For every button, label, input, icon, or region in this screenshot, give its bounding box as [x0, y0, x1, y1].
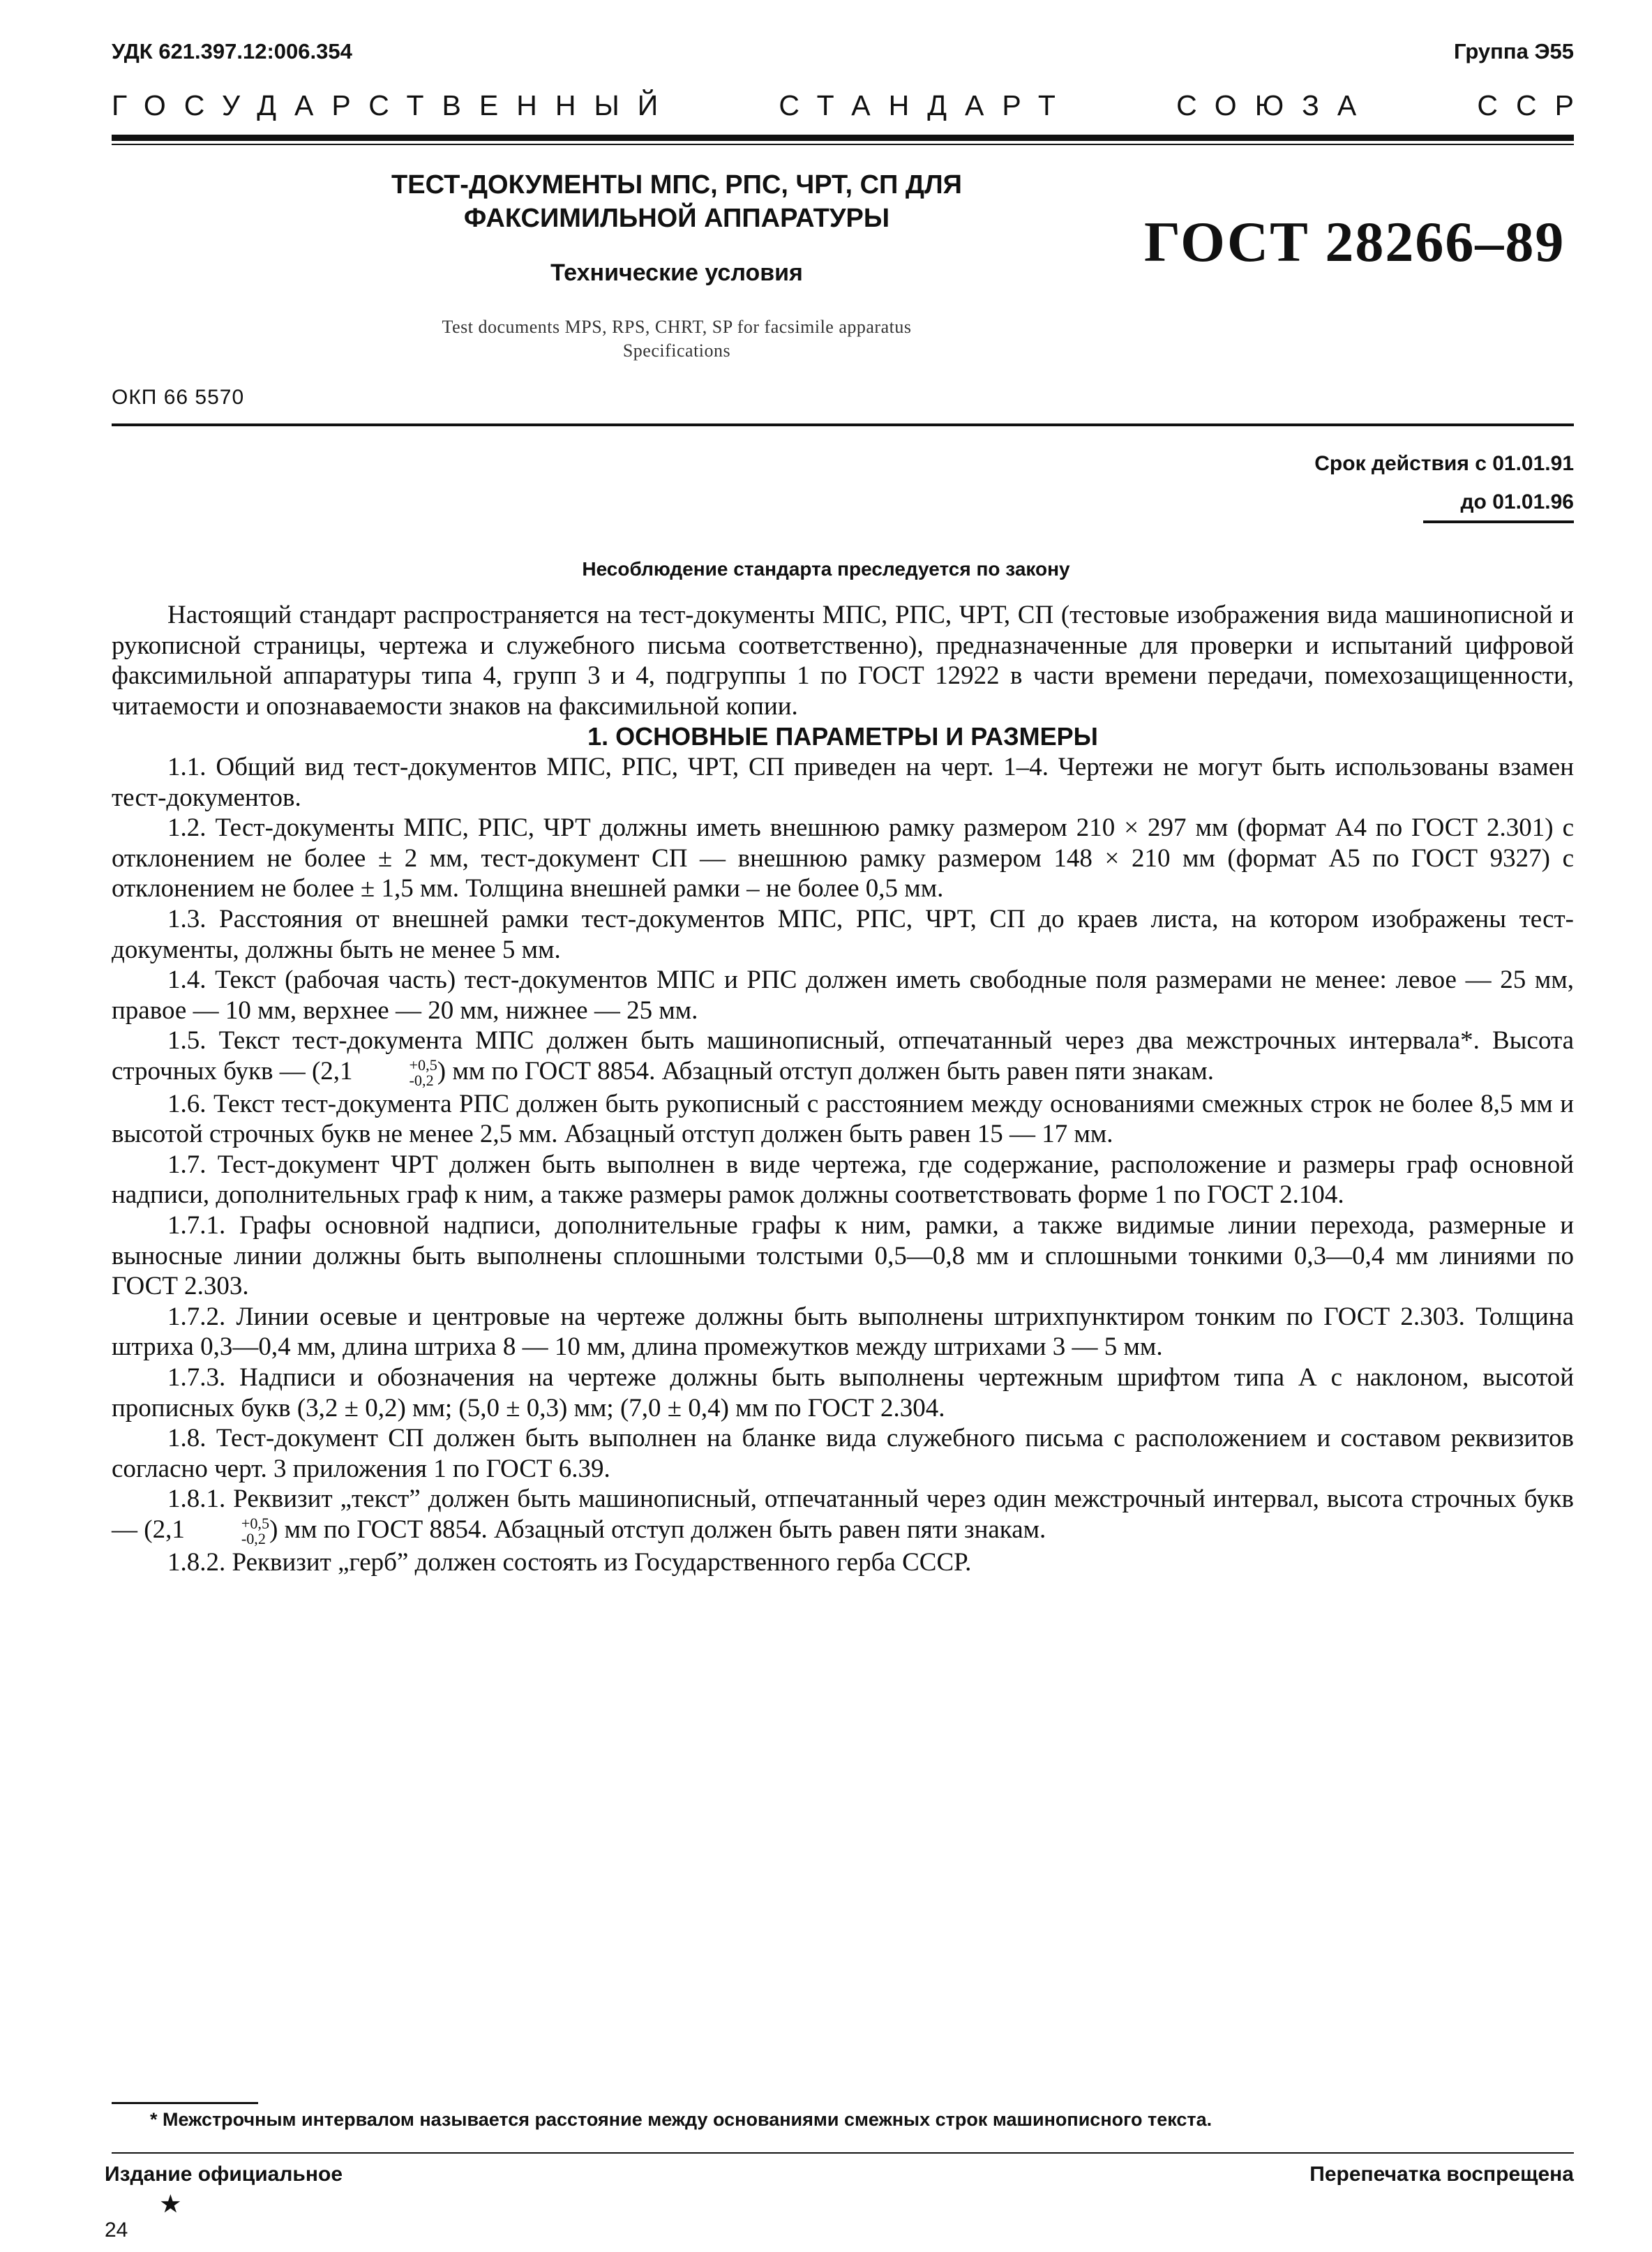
tolerance-upper: +0,5	[409, 1056, 437, 1074]
clause-1-7-3: 1.7.3. Надписи и обозначения на чертеже должны быть выполнены чертежным шрифтом типа А с наклоном, высотой прописных букв (3,2 ± 0,2) мм; (5,0 ± 0,3) мм; (7,0 ± 0,4) мм по ГОСТ 2.304.	[112, 1363, 1574, 1422]
clause-1-7: 1.7. Тест-документ ЧРТ должен быть выполнен в виде чертежа, где содержание, расположение и размеры граф основной надписи, дополнительных граф к ним, а также размеры рамок должны соответствовать форме 1 по ГОСТ 2.104.	[112, 1150, 1574, 1210]
banner-word: СОЮЗА	[1176, 89, 1375, 121]
validity-from: Срок действия с 01.01.91	[1314, 452, 1574, 475]
edition-label: Издание официальное	[105, 2163, 343, 2186]
tolerance-lower: -0,2	[409, 1072, 434, 1090]
english-title: Test documents MPS, RPS, CHRT, SP for facsimile apparatus	[442, 317, 912, 337]
udk-code: УДК 621.397.12:006.354	[112, 39, 352, 63]
clause-1-8-1-text: 1.8.1. Реквизит „текст” должен быть машинописный, отпечатанный через один межстрочный интервал, высота строчных букв — (2,1	[112, 1485, 1574, 1544]
section-heading: 1. ОСНОВНЫЕ ПАРАМЕТРЫ И РАЗМЕРЫ	[587, 722, 1098, 751]
page-number: 24	[105, 2219, 128, 2242]
validity-to: до 01.01.96	[1460, 490, 1574, 513]
footnote-separator	[112, 2102, 258, 2104]
clause-1-4: 1.4. Текст (рабочая часть) тест-документов МПС и РПС должен иметь свободные поля размерами не менее: левое — 25 мм, правое — 10 мм, верхнее — 20 мм, нижнее — 25 мм.	[112, 966, 1574, 1025]
clause-1-8-1-text-end: ) мм по ГОСТ 8854. Абзацный отступ должен быть равен пяти знакам.	[269, 1515, 1046, 1544]
reprint-notice: Перепечатка воспрещена	[1309, 2163, 1574, 2186]
document-body	[112, 600, 1574, 1577]
clause-1-5-text-end: ) мм по ГОСТ 8854. Абзацный отступ должен быть равен пяти знакам.	[437, 1056, 1215, 1086]
top-thick-rule	[112, 135, 1574, 141]
banner-word: ССР	[1477, 89, 1592, 121]
legal-notice: Несоблюдение стандарта преследуется по закону	[582, 558, 1070, 580]
clause-1-2: 1.2. Тест-документы МПС, РПС, ЧРТ должны иметь внешнюю рамку размером 210 × 297 мм (формат А4 по ГОСТ 2.301) с отклонением не более ± 2 мм, тест-документ СП — внешнюю рамку размером 148 × 210 мм (формат А5 по ГОСТ 9327) с отклонением не более ± 1,5 мм. Толщина внешней рамки – не более 0,5 мм.	[112, 813, 1574, 903]
document-subtitle: Технические условия	[550, 260, 803, 286]
tolerance-lower: -0,2	[241, 1530, 266, 1548]
group-code: Группа Э55	[1454, 39, 1574, 63]
clause-1-8: 1.8. Тест-документ СП должен быть выполнен на бланке вида служебного письма с расположением и составом реквизитов согласно черт. 3 приложения 1 по ГОСТ 6.39.	[112, 1424, 1574, 1483]
clause-1-1: 1.1. Общий вид тест-документов МПС, РПС, ЧРТ, СП приведен на черт. 1–4. Чертежи не могут быть использованы взамен тест-документов.	[112, 752, 1574, 812]
english-subtitle: Specifications	[622, 340, 731, 361]
tolerance	[354, 1058, 437, 1088]
clause-1-8-2: 1.8.2. Реквизит „герб” должен состоять из Государственного герба СССР.	[167, 1547, 972, 1577]
document-title-line2: ФАКСИМИЛЬНОЙ АППАРАТУРЫ	[463, 204, 890, 233]
clause-1-3: 1.3. Расстояния от внешней рамки тест-документов МПС, РПС, ЧРТ, СП до краев листа, на котором изображены тест-документы, должны быть не менее 5 мм.	[112, 904, 1574, 964]
mid-rule	[112, 423, 1574, 426]
tolerance-upper: +0,5	[241, 1515, 270, 1533]
clause-1-6: 1.6. Текст тест-документа РПС должен быть рукописный с расстоянием между основаниями смежных строк не более 8,5 мм и высотой строчных букв не менее 2,5 мм. Абзацный отступ должен быть равен 15 — 17 мм.	[112, 1089, 1574, 1149]
footnote: * Межстрочным интервалом называется расстояние между основаниями смежных строк машинописного текста.	[150, 2109, 1212, 2130]
clause-1-7-2: 1.7.2. Линии осевые и центровые на чертеже должны быть выполнены штрихпунктиром тонким по ГОСТ 2.303. Толщина штриха 0,3—0,4 мм, длина штриха 8 — 10 мм, длина промежутков между штрихами 3 — 5 мм.	[112, 1302, 1574, 1362]
gost-number: ГОСТ 28266–89	[1144, 210, 1565, 273]
validity-underline	[1423, 520, 1574, 523]
clause-1-5-text: 1.5. Текст тест-документа МПС должен быть машинописный, отпечатанный через два межстрочных интервала*. Высота строчных букв — (2,1	[112, 1026, 1574, 1086]
clause-1-8-1	[112, 1484, 1574, 1547]
top-thin-rule	[112, 144, 1574, 145]
footer-rule	[112, 2152, 1574, 2154]
clause-1-7-1: 1.7.1. Графы основной надписи, дополнительные графы к ним, рамки, а также видимые линии перехода, размерные и выносные линии должны быть выполнены сплошными толстыми 0,5—0,8 мм и сплошными тонкими 0,3—0,4 мм линиями по ГОСТ 2.303.	[112, 1211, 1574, 1301]
intro-paragraph: Настоящий стандарт распространяется на тест-документы МПС, РПС, ЧРТ, СП (тестовые изображения вида машинописной и рукописной страницы, чертежа и служебного письма соответственно), предназначенные для проверки и испытаний цифровой факсимильной аппаратуры типа 4, групп 3 и 4, подгруппы 1 по ГОСТ 12922 в части времени передачи, помехозащищенности, читаемости и опознаваемости знаков на факсимильной копии.	[112, 601, 1574, 721]
tolerance	[186, 1516, 269, 1547]
clause-1-5	[112, 1026, 1574, 1088]
star-mark: ★	[160, 2191, 181, 2216]
banner-word: СТАНДАРТ	[779, 89, 1074, 121]
banner-word: ГОСУДАРСТВЕННЫЙ	[112, 89, 677, 121]
okp-code: ОКП 66 5570	[112, 386, 245, 409]
standard-banner	[112, 89, 1592, 122]
document-title-line1: ТЕСТ-ДОКУМЕНТЫ МПС, РПС, ЧРТ, СП ДЛЯ	[391, 170, 962, 200]
